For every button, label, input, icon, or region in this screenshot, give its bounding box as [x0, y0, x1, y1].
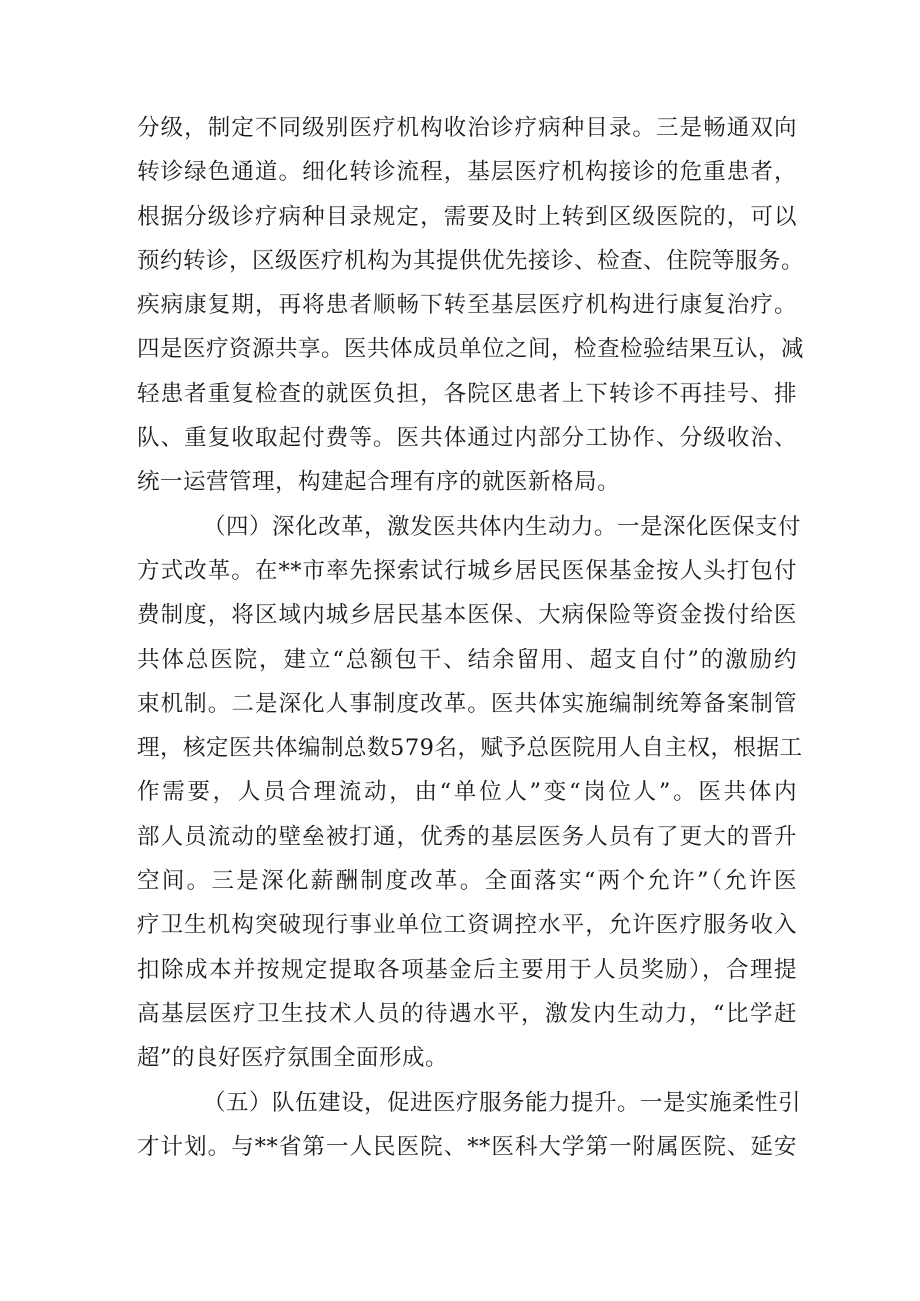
text-line: 预约转诊，区级医疗机构为其提供优先接诊、检查、住院等服务。: [137, 247, 805, 274]
body-text: [137, 106, 805, 1169]
text-line: 统一运营管理，构建起合理有序的就医新格局。: [137, 469, 621, 496]
text-line: 转诊绿色通道。细化转诊流程，基层医疗机构接诊的危重患者，: [137, 159, 797, 186]
text-line: 空间。三是深化薪酬制度改革。全面落实“两个允许”（允许医: [137, 868, 797, 895]
section-heading-line: （五）队伍建设，促进医疗服务能力提升。一是实施柔性引: [203, 1089, 802, 1116]
text-line: 疗卫生机构突破现行事业单位工资调控水平，允许医疗服务收入: [137, 912, 797, 939]
text-line: 部人员流动的壁垒被打通，优秀的基层医务人员有了更大的晋升: [137, 823, 797, 850]
text-line: 根据分级诊疗病种目录规定，需要及时上转到区级医院的，可以: [137, 203, 797, 230]
paragraph-referral: [137, 106, 805, 505]
paragraph-team: [137, 1081, 802, 1170]
text-line: 才计划。与**省第一人民医院、**医科大学第一附属医院、延安: [137, 1133, 797, 1160]
text-line: 作需要，人员合理流动，由“单位人”变“岗位人”。医共体内: [137, 779, 797, 806]
text-line: 超”的良好医疗氛围全面形成。: [137, 1045, 449, 1072]
text-line: 分级，制定不同级别医疗机构收治诊疗病种目录。三是畅通双向: [137, 115, 797, 141]
text-line: 四是医疗资源共享。医共体成员单位之间，检查检验结果互认，减: [137, 336, 805, 363]
paragraph-reform: [137, 505, 803, 1081]
text-line: 费制度，将区域内城乡居民基本医保、大病保险等资金拨付给医: [137, 602, 797, 629]
text-line: 高基层医疗卫生技术人员的待遇水平，激发内生动力，“比学赶: [137, 1000, 797, 1027]
text-line: 束机制。二是深化人事制度改革。医共体实施编制统筹备案制管: [137, 690, 797, 717]
text-line: 队、重复收取起付费等。医共体通过内部分工协作、分级收治、: [137, 425, 797, 452]
text-line: 共体总医院，建立“总额包干、结余留用、超支自付”的激励约: [137, 646, 797, 673]
text-line: 方式改革。在**市率先探索试行城乡居民医保基金按人头打包付: [137, 557, 797, 584]
section-heading-line: （四）深化改革，激发医共体内生动力。一是深化医保支付: [203, 513, 802, 540]
text-line: 扣除成本并按规定提取各项基金后主要用于人员奖励），合理提: [137, 956, 797, 983]
text-line: 轻患者重复检查的就医负担，各院区患者上下转诊不再挂号、排: [137, 380, 797, 407]
text-line: 疾病康复期，再将患者顺畅下转至基层医疗机构进行康复治疗。: [137, 292, 797, 319]
text-line: 理，核定医共体编制总数579名，赋予总医院用人自主权，根据工: [137, 735, 803, 762]
